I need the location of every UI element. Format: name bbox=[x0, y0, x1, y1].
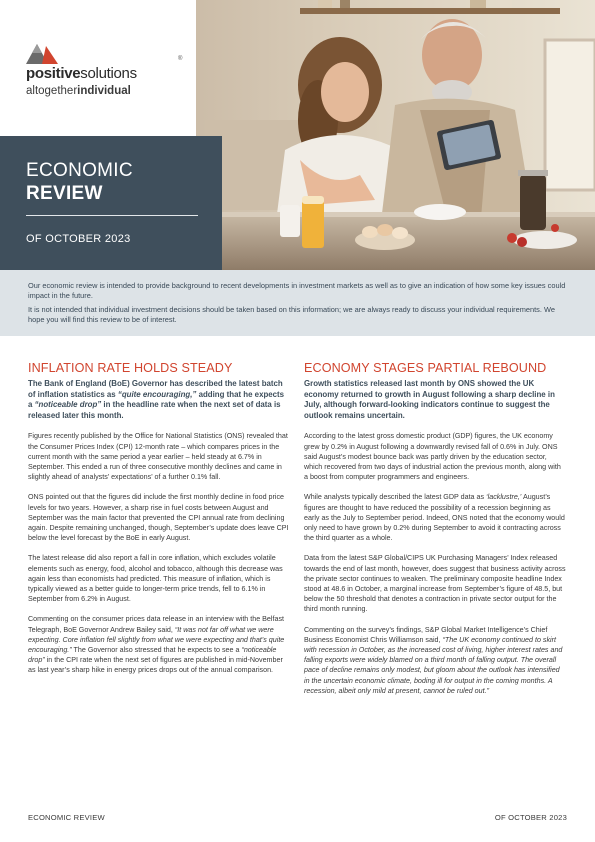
lead-quote-2: “noticeable drop” bbox=[34, 400, 102, 410]
article-economy bbox=[304, 361, 566, 706]
footer-date: OF OCTOBER 2023 bbox=[494, 813, 567, 822]
article-lead-inflation bbox=[28, 379, 290, 421]
article-lead-economy: Growth statistics released last month by ONS showed the UK economy returned to growth in August following a sharp decline in July, although forward-looking indicators continue to suggest the outlook remains uncertain. bbox=[304, 379, 555, 420]
intro-paragraph-2: It is not intended that individual investment decisions should be taken based on this information; we are always ready to discuss your individual requirements. We hope you will find this review to be of interest. bbox=[28, 305, 555, 324]
quote-middle: The Governor also stressed that he expects to see a bbox=[71, 646, 242, 655]
williamson-quote: “The UK economy continued to skirt with recession in October, as the increased cost of living, higher interest rates and falling exports were widely blamed on a third month of falling output. The overall pace of decline remains only modest, but gloom about the outlook has intensified in the uncertain economic climate, boding ill for output in the coming months. A recession, albeit only mild at present, cannot be ruled out.” bbox=[304, 635, 563, 695]
issue-date: OF OCTOBER 2023 bbox=[26, 233, 131, 245]
article-inflation bbox=[28, 361, 290, 686]
article-heading-inflation: INFLATION RATE HOLDS STEADY bbox=[28, 361, 233, 375]
article-heading-economy: ECONOMY STAGES PARTIAL REBOUND bbox=[304, 361, 547, 375]
body-paragraph-quote bbox=[304, 625, 566, 696]
registered-mark: ® bbox=[178, 56, 183, 62]
intro-paragraph-1: Our economic review is intended to provide background to recent developments in investment markets as well as to give an indication of how some key issues could impact in the future. bbox=[28, 281, 566, 300]
logo-panel bbox=[0, 0, 196, 136]
body-paragraph: ONS pointed out that the figures did include the first monthly decline in food price levels for two years. However, a sharp rise in fuel costs between August and September was the main factor that prevented the CPI annual rate from declining again. Despite remaining unchanged, though, September’s update does leave CPI below the level forecast by the BoE in early August. bbox=[28, 493, 289, 543]
gdp-text-b: August’s figures are thought to have reduced the possibility of a recession beginning as early as the July to September period. Indeed, ONS noted that the economy would only need to have grown by 0.2% during September to avoid it contracting across the third quarter as a whole. bbox=[304, 493, 565, 543]
title-divider bbox=[26, 215, 198, 216]
logo-word-solutions: solutions bbox=[80, 65, 137, 82]
body-paragraph: Figures recently published by the Office for National Statistics (ONS) revealed that the Consumer Prices Index (CPI) 12-month rate – which compares prices in the current month with the same period a year earlier – held steady at 6.7% in September. This ended a run of three consecutive monthly declines and came in slightly ahead of analysts’ expectations’ of a further 0.1% fall. bbox=[28, 432, 288, 482]
quote-intro: Commenting on the survey’s findings, S&P Global Market Intelligence’s Chief Business Economist Chris Williamson said, bbox=[304, 625, 548, 644]
bailey-quote: “It was not far off what we were expecting. Core inflation fell slightly from what we were expecting and that’s quite encouraging.” bbox=[28, 625, 285, 655]
noticeable-drop-quote: “noticeable drop” bbox=[28, 646, 277, 665]
intro-band bbox=[0, 270, 595, 336]
gdp-text-a: While analysts typically described the latest GDP data as bbox=[304, 493, 487, 502]
logo-tagline bbox=[26, 85, 131, 97]
lead-text-b: adding that he expects a bbox=[28, 389, 285, 410]
body-paragraph: Data from the latest S&P Global/CIPS UK Purchasing Managers’ Index released towards the end of last month, however, does suggest that business activity across the private sector continues to weaken. The preliminary composite headline Index stood at 48.6 in October, a marginal increase from September’s figure of 48.5, but below the 50 threshold that denotes a contraction in private sector output for the third month running. bbox=[304, 554, 566, 614]
title-review: REVIEW bbox=[26, 183, 103, 204]
body-paragraph-quote bbox=[28, 614, 290, 675]
body-paragraph: The latest release did also report a fall in core inflation, which excludes volatile elements such as energy, food, alcohol and tobacco, although this decrease was again less than economists had predicted. This measure of inflation, which is typically viewed as a better guide to longer-term price trends, fell to 6.1% in September from 6.2% in August. bbox=[28, 554, 283, 604]
logo-wordmark bbox=[26, 65, 137, 82]
body-paragraph bbox=[304, 492, 566, 543]
lead-quote-1: “quite encouraging,” bbox=[117, 389, 197, 399]
lead-text-c: in the headline rate when the next set of data is released later this month. bbox=[28, 400, 281, 420]
cover-hero bbox=[0, 0, 595, 270]
title-economic: ECONOMIC bbox=[26, 160, 133, 181]
title-panel bbox=[0, 136, 222, 270]
tagline-individual: individual bbox=[77, 85, 131, 97]
lacklustre-quote: ‘lacklustre,’ bbox=[486, 493, 522, 502]
quote-end: in the CPI rate when the next set of figures are published in mid-November as last year’s sharp hike in energy prices drops out of the annual comparison. bbox=[28, 656, 283, 675]
tagline-altogether: altogether bbox=[26, 85, 78, 97]
footer-title: ECONOMIC REVIEW bbox=[28, 813, 105, 822]
logo-triangle-icon bbox=[24, 42, 64, 66]
quote-intro: Commenting on the consumer prices data release in an interview with the Belfast Telegraph, BoE Governor Andrew Bailey said, bbox=[28, 615, 285, 634]
body-paragraph: According to the latest gross domestic product (GDP) figures, the UK economy grew by 0.2% in August following a downwardly revised fall of 0.6% in July. ONS said August’s modest bounce back was partly driven by the education sector, which recovered from two days of industrial action the previous month, along with a boost from computer programmers and engineers. bbox=[304, 432, 561, 482]
lead-text-a: The Bank of England (BoE) Governor has described the latest batch of inflation statistics as bbox=[28, 379, 283, 399]
logo-word-positive: positive bbox=[26, 65, 81, 82]
